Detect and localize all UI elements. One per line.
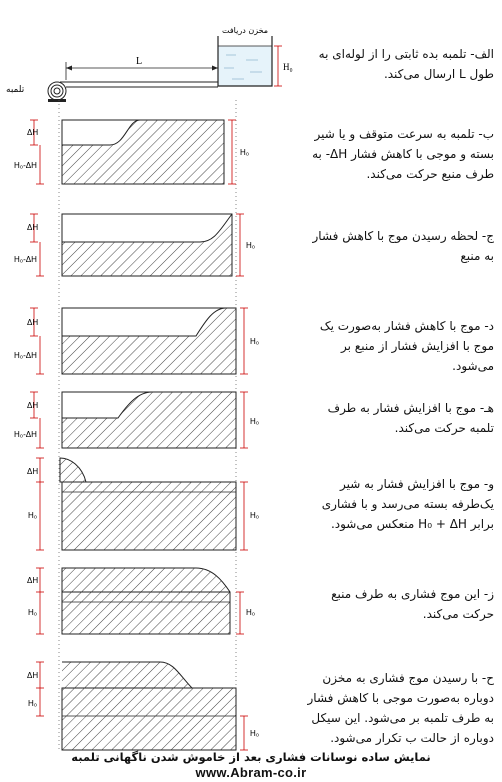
panel-d: [14, 308, 259, 374]
dh-label-e: ΔH: [27, 401, 39, 410]
length-label: L: [136, 56, 143, 67]
dh-label-b: ΔH: [27, 128, 39, 137]
dh-label-f: ΔH: [27, 467, 39, 476]
dh-label-d: ΔH: [27, 318, 39, 327]
step-f-text: و- موج با افزایش فشار به شیر یک‌طرفه بسته می‌رسد و با فشاری برابر H₀ + ΔH منعکس می‌شود.: [321, 477, 494, 531]
step-d-text: د- موج با کاهش فشار به‌صورت یک موج با افزایش فشار از منبع بر می‌شود.: [319, 319, 494, 373]
h-label-f-left: H₀: [28, 511, 38, 520]
step-h-text: ح- با رسیدن موج فشاری به مخزن دوباره به‌صورت موجی با کاهش فشار به طرف تلمبه بر می‌شود. این سیکل دوباره از حالت ب تکرار می‌شود.: [307, 671, 494, 745]
h-label-h-left: H₀: [28, 699, 38, 708]
pump-label: تلمبه: [6, 85, 25, 95]
panel-e: [14, 392, 259, 448]
step-a-text: الف- تلمبه بده ثابتی را از لوله‌ای به طول L ارسال می‌کند.: [318, 47, 494, 81]
panel-f: [27, 458, 259, 550]
website-url: www.Abram-co.ir: [195, 765, 307, 780]
panel-c: [14, 214, 255, 276]
reservoir-water: [218, 46, 272, 86]
step-b-text: ب- تلمبه به سرعت متوقف و یا شیر بسته و موجی با کاهش فشار ΔH- به طرف منبع حرکت می‌کند.: [312, 127, 494, 181]
reservoir-label: مخزن دریافت: [222, 26, 269, 35]
h-label-c: H₀: [246, 241, 256, 250]
h-label-g: H₀: [246, 608, 256, 617]
h-label-g-left: H₀: [28, 608, 38, 617]
h-label-h: H₀: [250, 729, 260, 738]
hminus-label-c: H₀-ΔH: [14, 255, 37, 264]
step-c-text: ج- لحظه رسیدن موج با کاهش فشار به منبع: [312, 229, 494, 263]
hminus-label-b: H₀-ΔH: [14, 161, 37, 170]
panel-a-setup: [6, 26, 293, 102]
panel-g: [27, 568, 255, 634]
step-g-text: ز- این موج فشاری به طرف منبع حرکت می‌کند.: [331, 587, 494, 621]
hminus-label-d: H₀-ΔH: [14, 351, 37, 360]
h-label-f: H₀: [250, 511, 260, 520]
head-label-a: H₀: [283, 62, 293, 72]
panel-b: [14, 120, 249, 184]
dh-label-h: ΔH: [27, 671, 39, 680]
dh-label-g: ΔH: [27, 576, 39, 585]
figure-caption: نمایش ساده نوسانات فشاری بعد از خاموش شدن ناگهانی تلمبه: [71, 750, 431, 764]
h-label-b: H₀: [240, 148, 250, 157]
dh-label-c: ΔH: [27, 223, 39, 232]
step-e-text: هـ- موج با افزایش فشار به طرف تلمبه حرکت می‌کند.: [327, 401, 494, 435]
h-label-d: H₀: [250, 337, 260, 346]
pump-icon: [48, 82, 66, 102]
h-label-e: H₀: [250, 417, 260, 426]
hminus-label-e: H₀-ΔH: [14, 430, 37, 439]
panel-h: [27, 662, 259, 750]
